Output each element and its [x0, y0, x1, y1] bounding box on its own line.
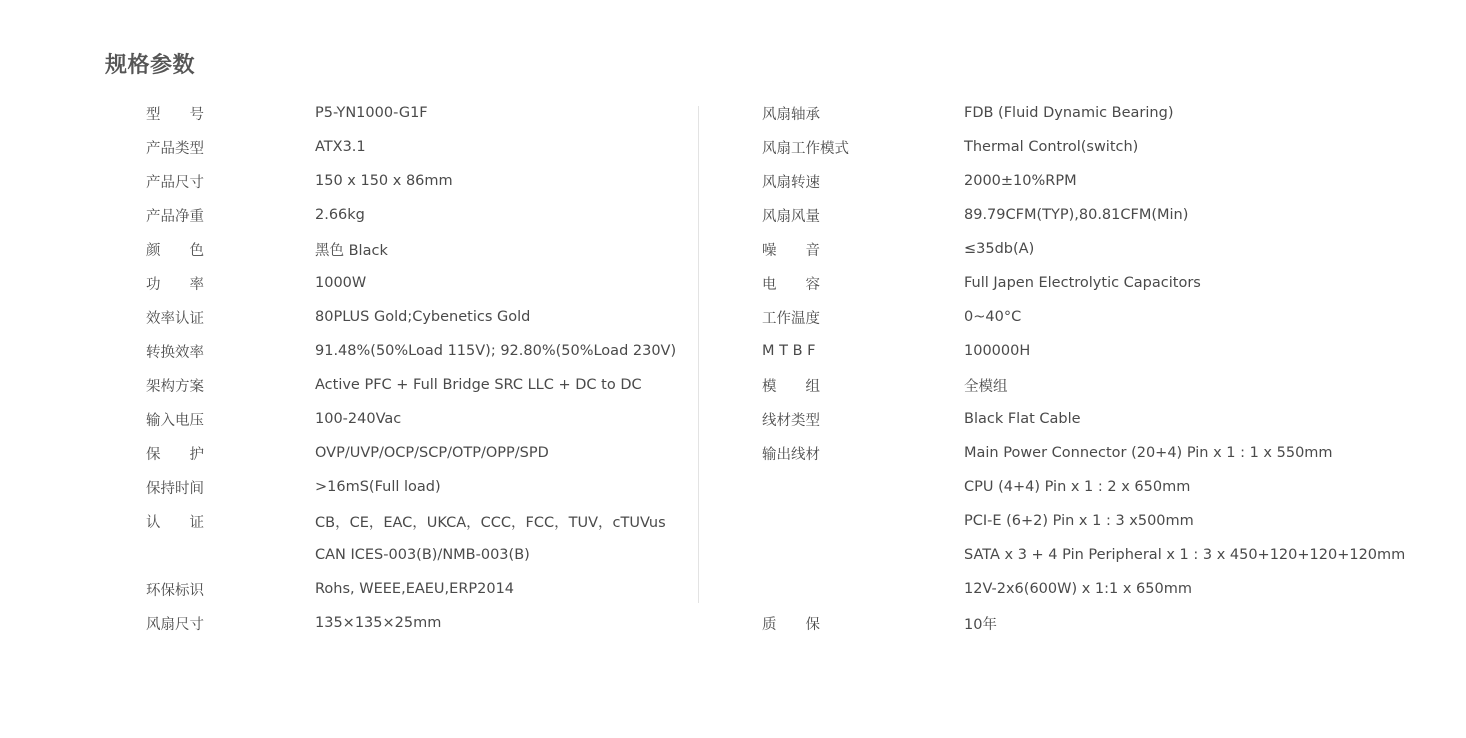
spec-row-fan-mode — [762, 130, 1405, 164]
spec-label: 质 保 — [762, 616, 820, 633]
spec-row-fan-speed — [762, 164, 1405, 198]
spec-label: M T B F — [762, 343, 816, 359]
spec-row-mtbf — [762, 334, 1405, 368]
spec-label: 风扇轴承 — [762, 106, 820, 123]
spec-label: 效率认证 — [146, 310, 204, 327]
spec-row-noise — [762, 232, 1405, 266]
spec-value: Main Power Connector (20+4) Pin x 1 : 1 x 550mm — [964, 445, 1333, 461]
spec-label: 工作温度 — [762, 310, 820, 327]
spec-row-weight — [146, 198, 676, 232]
spec-row-fan-bearing — [762, 96, 1405, 130]
spec-value: Thermal Control(switch) — [964, 139, 1139, 155]
spec-label: 风扇尺寸 — [146, 616, 204, 633]
spec-row-output-cables-sata — [762, 538, 1405, 572]
spec-value: 全模组 — [964, 378, 1008, 395]
spec-row-input-voltage — [146, 402, 676, 436]
spec-row-size — [146, 164, 676, 198]
spec-value: OVP/UVP/OCP/SCP/OTP/OPP/SPD — [315, 445, 549, 461]
spec-row-modular — [762, 368, 1405, 402]
spec-row-warranty — [762, 606, 1405, 640]
spec-row-conversion — [146, 334, 676, 368]
spec-value: 80PLUS Gold;Cybenetics Gold — [315, 309, 531, 325]
spec-row-protection — [146, 436, 676, 470]
spec-row-type — [146, 130, 676, 164]
spec-value: 2000±10%RPM — [964, 173, 1077, 189]
spec-label: 架构方案 — [146, 378, 204, 395]
spec-value: Black Flat Cable — [964, 411, 1081, 427]
spec-value: CB，CE，EAC，UKCA，CCC，FCC，TUV，cTUVus — [315, 514, 666, 531]
spec-label: 噪 音 — [762, 242, 820, 259]
spec-label: 产品尺寸 — [146, 174, 204, 191]
spec-value: 135×135×25mm — [315, 615, 442, 631]
spec-row-output-cables — [762, 436, 1405, 470]
spec-label: 转换效率 — [146, 344, 204, 361]
spec-row-certification — [146, 504, 676, 538]
spec-label: 风扇风量 — [762, 208, 820, 225]
spec-value: 100000H — [964, 343, 1031, 359]
spec-value: CAN ICES-003(B)/NMB-003(B) — [315, 547, 530, 563]
spec-value: 89.79CFM(TYP),80.81CFM(Min) — [964, 207, 1189, 223]
spec-label: 线材类型 — [762, 412, 820, 429]
spec-value: Rohs, WEEE,EAEU,ERP2014 — [315, 581, 515, 597]
spec-label: 认 证 — [146, 514, 204, 531]
spec-row-output-cables-12v — [762, 572, 1405, 606]
spec-label: 产品净重 — [146, 208, 204, 225]
spec-value: ATX3.1 — [315, 139, 366, 155]
spec-row-efficiency-cert — [146, 300, 676, 334]
spec-value: SATA x 3 + 4 Pin Peripheral x 1 : 3 x 450+120+120+120mm — [964, 547, 1406, 563]
spec-value: Full Japen Electrolytic Capacitors — [964, 275, 1201, 291]
spec-row-temperature — [762, 300, 1405, 334]
spec-value: 黑色 Black — [315, 242, 388, 259]
spec-value: 150 x 150 x 86mm — [315, 173, 453, 189]
spec-list-left — [146, 96, 676, 640]
spec-label: 输入电压 — [146, 412, 204, 429]
page-title: 规格参数 — [105, 53, 196, 78]
spec-value: FDB (Fluid Dynamic Bearing) — [964, 105, 1174, 121]
spec-label: 保 护 — [146, 446, 204, 463]
spec-value: P5-YN1000-G1F — [315, 105, 428, 121]
spec-value: 1000W — [315, 275, 367, 291]
spec-row-power — [146, 266, 676, 300]
spec-label: 保持时间 — [146, 480, 204, 497]
spec-row-output-cables-pcie — [762, 504, 1405, 538]
spec-label: 输出线材 — [762, 446, 820, 463]
spec-value: 10年 — [964, 616, 997, 633]
spec-row-color — [146, 232, 676, 266]
spec-row-capacitor — [762, 266, 1405, 300]
spec-row-certification-cont — [146, 538, 676, 572]
spec-label: 环保标识 — [146, 582, 204, 599]
spec-value: ≤35db(A) — [964, 241, 1035, 257]
spec-label: 风扇工作模式 — [762, 140, 849, 157]
spec-value: CPU (4+4) Pin x 1 : 2 x 650mm — [964, 479, 1191, 495]
spec-value: Active PFC + Full Bridge SRC LLC + DC to DC — [315, 377, 642, 393]
spec-row-hold-up — [146, 470, 676, 504]
spec-label: 风扇转速 — [762, 174, 820, 191]
spec-value: 91.48%(50%Load 115V); 92.80%(50%Load 230V) — [315, 343, 677, 359]
spec-value: 100-240Vac — [315, 411, 402, 427]
spec-row-fan-airflow — [762, 198, 1405, 232]
spec-row-eco — [146, 572, 676, 606]
spec-row-output-cables-cpu — [762, 470, 1405, 504]
spec-list-right — [762, 96, 1405, 640]
spec-row-topology — [146, 368, 676, 402]
spec-value: 12V-2x6(600W) x 1:1 x 650mm — [964, 581, 1192, 597]
spec-row-model — [146, 96, 676, 130]
spec-value: 2.66kg — [315, 207, 365, 223]
column-divider — [698, 106, 699, 603]
spec-value: PCI-E (6+2) Pin x 1 : 3 x500mm — [964, 513, 1194, 529]
spec-value: 0~40°C — [964, 309, 1022, 325]
spec-label: 模 组 — [762, 378, 820, 395]
spec-value: >16mS(Full load) — [315, 479, 441, 495]
spec-label: 功 率 — [146, 276, 204, 293]
spec-row-fan-size — [146, 606, 676, 640]
spec-row-cable-type — [762, 402, 1405, 436]
spec-label: 颜 色 — [146, 242, 204, 259]
spec-label: 电 容 — [762, 276, 820, 293]
spec-label: 型 号 — [146, 106, 204, 123]
spec-label: 产品类型 — [146, 140, 204, 157]
